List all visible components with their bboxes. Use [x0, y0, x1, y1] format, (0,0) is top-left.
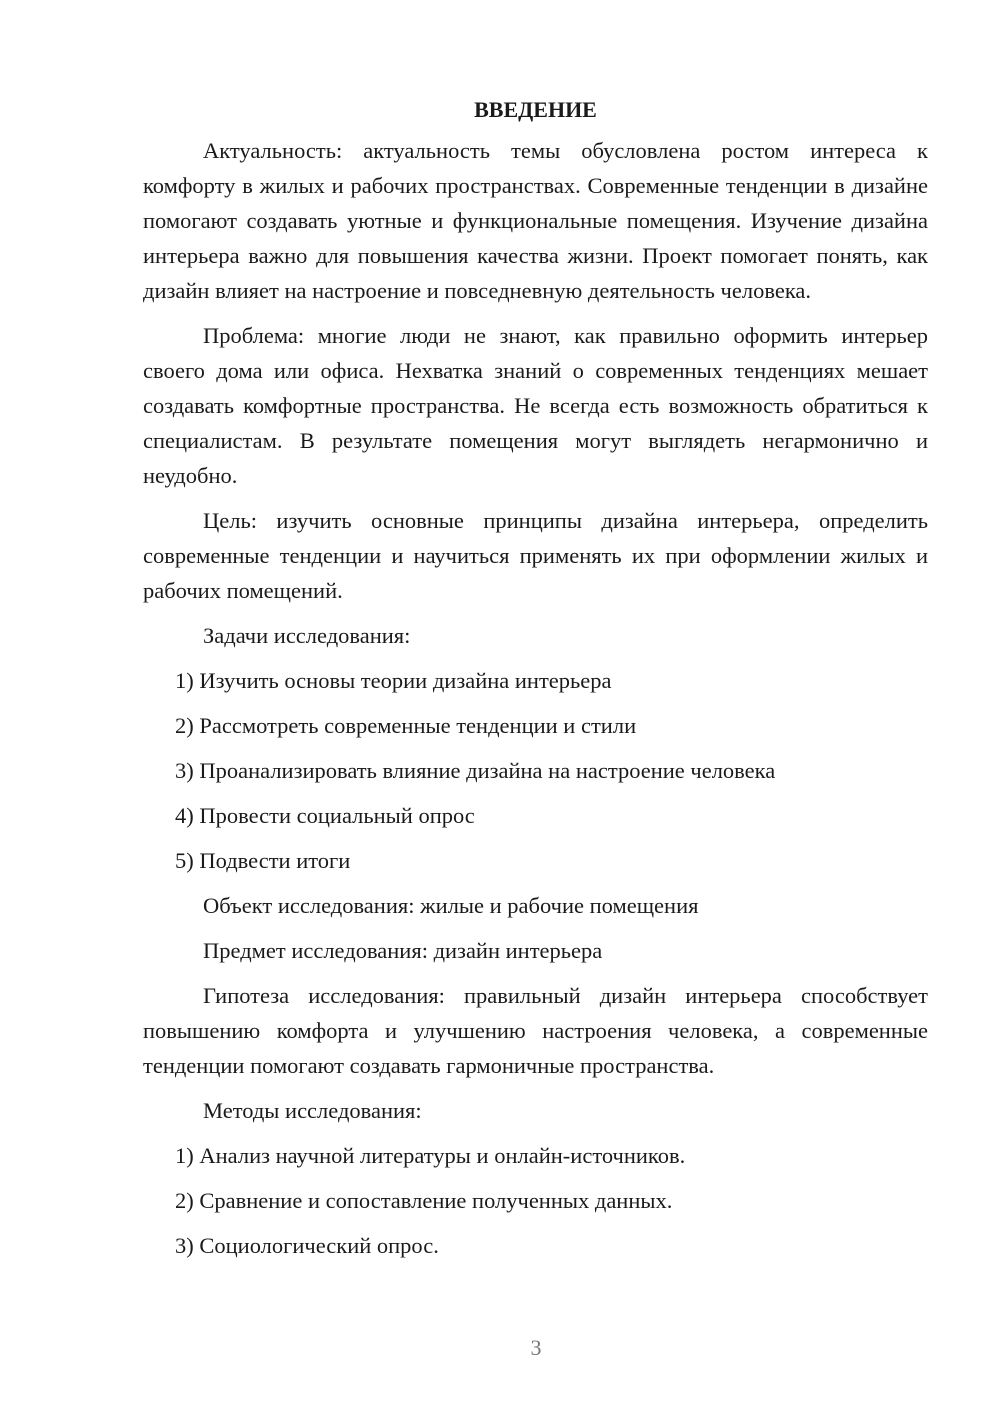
- document-body: [143, 93, 928, 1273]
- task-item-1: 1) Изучить основы теории дизайна интерьера: [175, 668, 612, 693]
- method-item-1: 1) Анализ научной литературы и онлайн-источников.: [175, 1143, 686, 1168]
- research-subject: Предмет исследования: дизайн интерьера: [203, 938, 603, 963]
- methods-heading: Методы исследования:: [203, 1098, 422, 1123]
- problem-paragraph: Проблема: многие люди не знают, как правильно оформить интерьер своего дома или офиса. Нехватка знаний о современных тенденциях мешает создавать комфортные пространства. Не всегда есть возможность обратиться к специалистам. В результате помещения могут выглядеть негармонично и неудобно.: [143, 323, 928, 488]
- task-item-4: 4) Провести социальный опрос: [175, 803, 475, 828]
- hypothesis-paragraph: Гипотеза исследования: правильный дизайн интерьера способствует повышению комфорта и улучшению настроения человека, а современные тенденции помогают создавать гармоничные пространства.: [143, 983, 928, 1078]
- method-item-3: 3) Социологический опрос.: [175, 1233, 439, 1258]
- task-item-5: 5) Подвести итоги: [175, 848, 351, 873]
- task-item-2: 2) Рассмотреть современные тенденции и стили: [175, 713, 637, 738]
- relevance-paragraph: Актуальность: актуальность темы обусловлена ростом интереса к комфорту в жилых и рабочих пространствах. Современные тенденции в дизайне помогают создавать уютные и функциональные помещения. Изучение дизайна интерьера важно для повышения качества жизни. Проект помогает понять, как дизайн влияет на настроение и повседневную деятельность человека.: [143, 138, 928, 303]
- method-item-2: 2) Сравнение и сопоставление полученных данных.: [175, 1188, 673, 1213]
- page-title: ВВЕДЕНИЕ: [474, 97, 597, 122]
- research-object: Объект исследования: жилые и рабочие помещения: [203, 893, 699, 918]
- goal-paragraph: Цель: изучить основные принципы дизайна интерьера, определить современные тенденции и научиться применять их при оформлении жилых и рабочих помещений.: [143, 508, 928, 603]
- page-number: 3: [530, 1335, 542, 1360]
- tasks-heading: Задачи исследования:: [203, 623, 411, 648]
- task-item-3: 3) Проанализировать влияние дизайна на настроение человека: [175, 758, 776, 783]
